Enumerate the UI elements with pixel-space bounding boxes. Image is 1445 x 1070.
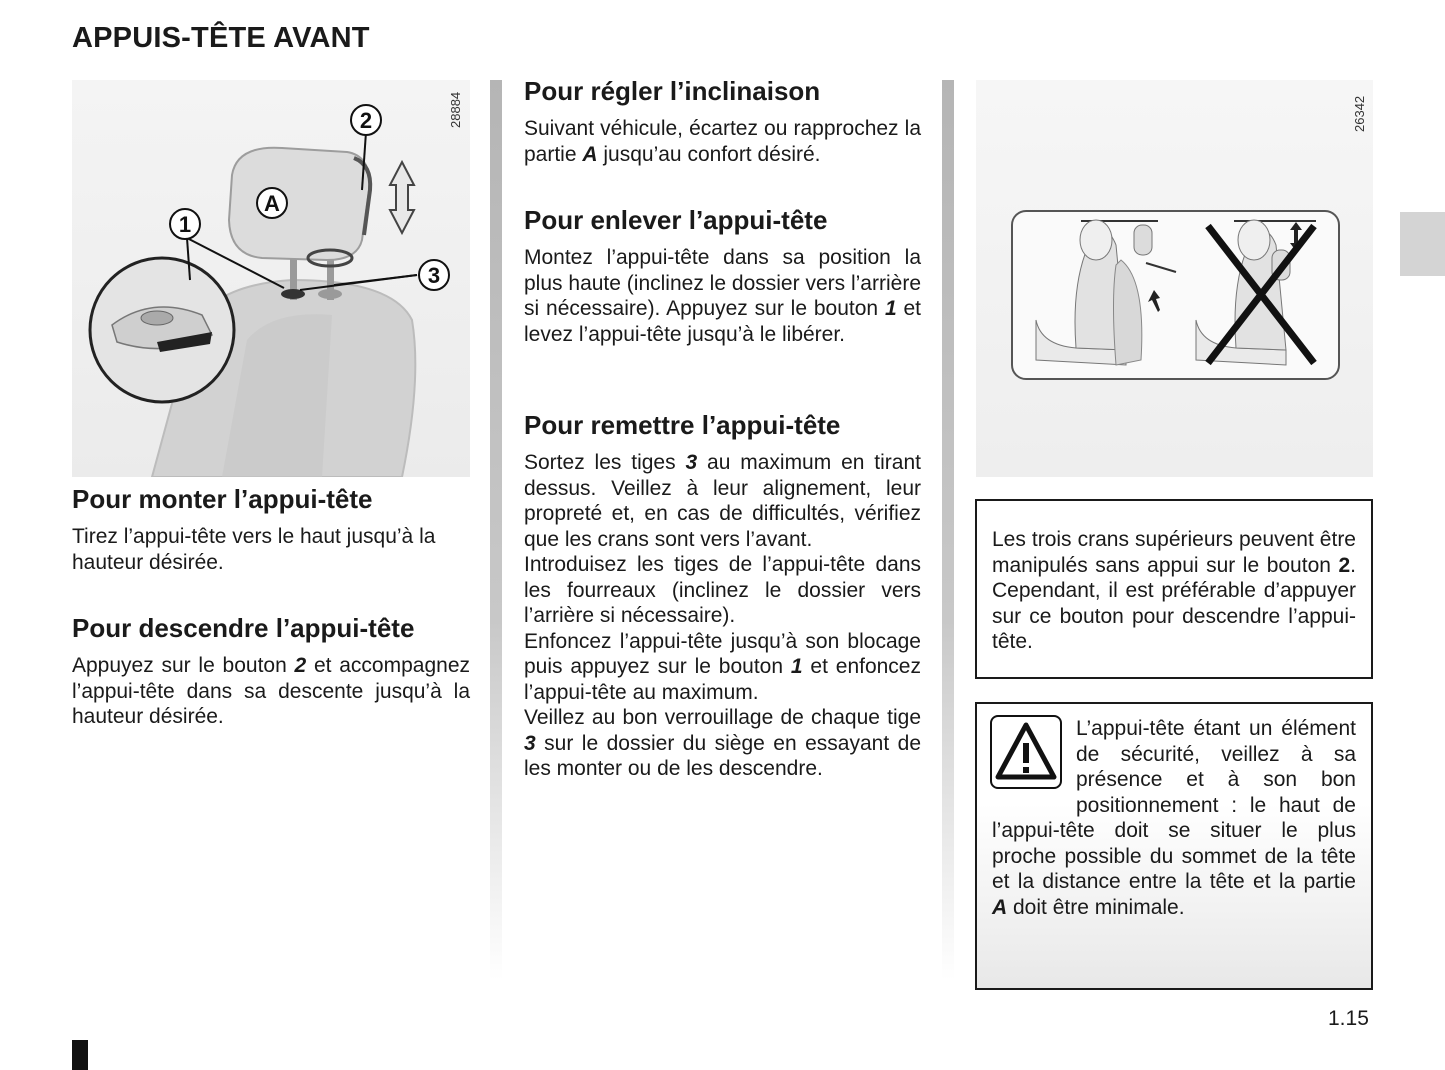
heading-monter: Pour monter l’appui-tête xyxy=(72,484,373,514)
figure-code: 28884 xyxy=(448,91,463,128)
text-incliner-b: jusqu’au confort désiré. xyxy=(597,142,821,166)
text-remettre-p4c: sur le dossier du siège en essayant de les monter ou de les descendre. xyxy=(524,731,921,780)
heading-descendre: Pour descendre l’appui-tête xyxy=(72,613,415,643)
page-title: APPUIS-TÊTE AVANT xyxy=(72,22,370,54)
note-text xyxy=(992,527,1356,655)
warning-text-b: doit être minimale. xyxy=(1007,895,1185,919)
headrest-figure xyxy=(72,80,470,477)
text-enlever-b: et levez l’appui-tête jusqu’à le libérer. xyxy=(524,297,921,346)
text-enlever-a: Montez l’appui-tête dans sa position la plus haute (inclinez le dossier vers l’arrière si nécessaire). Appuyez sur le bouton xyxy=(524,246,921,320)
callout-3 xyxy=(419,260,449,290)
text-remettre xyxy=(524,450,921,782)
footer-marker xyxy=(72,1040,88,1070)
callout-1 xyxy=(170,209,200,239)
position-illustration xyxy=(976,80,1373,477)
figure-code-right: 26342 xyxy=(1352,95,1367,132)
column-divider-left xyxy=(490,80,502,980)
ref-a: A xyxy=(582,142,598,166)
text-incliner-a: Suivant véhicule, écartez ou rapprochez la partie xyxy=(524,117,921,166)
column-divider-right xyxy=(942,80,954,980)
note-ref-2: 2 xyxy=(1338,553,1351,577)
note-text-a: Les trois crans supérieurs peuvent être manipulés sans appui sur le bouton xyxy=(992,528,1356,577)
warning-text xyxy=(992,716,1356,920)
text-remettre-p4a: Veillez au bon verrouillage de chaque tige xyxy=(524,706,921,729)
ref-1b: 1 xyxy=(790,655,803,678)
text-remettre-p2: Introduisez les tiges de l’appui-tête dans les fourreaux (inclinez le dossier vers l’arrière si nécessaire). xyxy=(524,553,921,627)
warning-box xyxy=(975,702,1373,990)
callout-label-a: A xyxy=(264,191,280,216)
text-remettre-p4 xyxy=(524,705,921,782)
ref-2: 2 xyxy=(294,654,307,677)
text-enlever xyxy=(524,245,921,347)
callout-label-1: 1 xyxy=(178,212,192,237)
callout-2 xyxy=(351,105,381,135)
heading-incliner: Pour régler l’inclinaison xyxy=(524,76,821,106)
warning-ref-a: A xyxy=(992,895,1008,919)
note-text-b: . Cependant, il est préférable d’appuyer sur ce bouton pour descendre l’appui-tête. xyxy=(992,553,1356,653)
text-incliner xyxy=(524,116,921,167)
ref-3b: 3 xyxy=(524,731,536,755)
chapter-tab xyxy=(1400,212,1445,276)
heading-remettre: Pour remettre l’appui-tête xyxy=(524,410,841,440)
position-figure xyxy=(976,80,1373,477)
callout-label-3: 3 xyxy=(427,263,441,288)
text-descendre xyxy=(72,653,470,730)
headrest-illustration xyxy=(72,80,470,477)
text-remettre-p3c: et enfoncez l’appui-tête au maximum. xyxy=(524,655,921,704)
text-remettre-p1 xyxy=(524,450,921,552)
note-box xyxy=(975,499,1373,679)
warning-icon-spacer xyxy=(992,716,1076,816)
text-remettre-p3a: Enfoncez l’appui-tête jusqu’à son blocage puis appuyez sur le bouton xyxy=(524,629,921,678)
text-monter: Tirez l’appui-tête vers le haut jusqu’à la hauteur désirée. xyxy=(72,525,436,574)
warning-text-a: L’appui-tête étant un élément de sécurité, veillez à sa présence et à son bon positionnement : le haut de l’appui-tête doit se situer le plus proche possible du sommet de la tête et la distance entre la tête et la partie xyxy=(992,717,1356,893)
callout-a xyxy=(257,188,287,218)
text-descendre-b: et accompagnez l’appui-tête dans sa descente jusqu’à la hauteur désirée. xyxy=(72,654,471,728)
text-remettre-p1b: au maximum en tirant dessus. Veillez à leur alignement, leur propreté et, en cas de difficultés, vérifiez que les crans sont vers l’avant. xyxy=(524,451,921,551)
heading-enlever: Pour enlever l’appui-tête xyxy=(524,205,828,235)
text-remettre-p1a: Sortez les tiges xyxy=(524,451,686,474)
page-number: 1.15 xyxy=(1328,1007,1369,1030)
callout-label-2: 2 xyxy=(359,108,373,133)
ref-1: 1 xyxy=(884,297,897,320)
ref-3: 3 xyxy=(685,451,698,474)
text-remettre-p3 xyxy=(524,629,921,706)
text-descendre-a: Appuyez sur le bouton xyxy=(72,654,295,677)
